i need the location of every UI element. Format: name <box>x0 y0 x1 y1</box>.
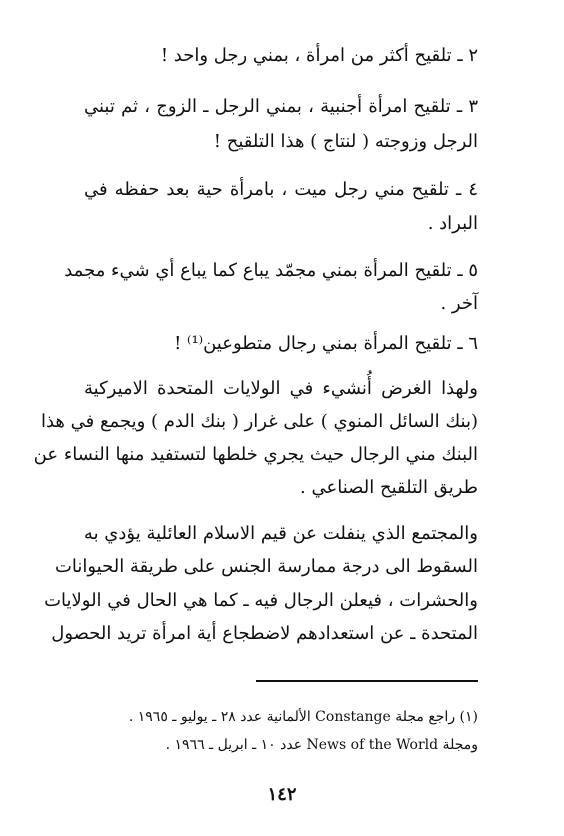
list-item-4-line-1: ٤ ـ تلقيح مني رجل ميت ، بامرأة حية بعد حفظه في <box>84 179 478 200</box>
list-item-3-line-2: الرجل وزوجته ( لنتاج ) هذا التلقيح ! <box>213 131 478 152</box>
paragraph-1-line-3: البنك مني الرجال حيث يجري خلطها لتستفيد منها النساء عن <box>33 444 478 465</box>
paragraph-1-line-4: طريق التلقيح الصناعي . <box>300 477 478 498</box>
paragraph-2-line-1: والمجتمع الذي ينفلت عن قيم الاسلام العائلية يؤدي به <box>83 523 478 544</box>
paragraph-2-line-2: السقوط الى درجة ممارسة الجنس على طريقة الحيوانات <box>54 556 478 577</box>
list-item-5-line-2: آخر . <box>440 293 478 314</box>
list-item-6: ٦ ـ تلقيح المرأة بمني رجال متطوعين⁽¹⁾ ! <box>174 333 478 354</box>
list-item-5-line-1: ٥ ـ تلقيح المرأة بمني مجمّد يباع كما يباع أي شيء مجمد <box>64 260 478 281</box>
list-item-4-line-2: البراد . <box>427 213 478 234</box>
footnote-1: (١) راجع مجلة Constange الألمانية عدد ٢٨ ـ يوليو ـ ١٩٦٥ . <box>128 709 478 725</box>
paragraph-1-line-1: ولهذا الغرض أُنشيء في الولايات المتحدة الاميركية <box>84 378 478 399</box>
paragraph-2-line-3: والحشرات ، فيعلن الرجال فيه ـ كما هي الحال في الولايات <box>44 590 478 611</box>
page-number: ١٤٢ <box>267 784 297 805</box>
footnote-2: ومجلة News of the World عدد ١٠ ـ ابريل ـ ١٩٦٦ . <box>165 737 478 753</box>
list-item-3-line-1: ٣ ـ تلقيح امرأة أجنبية ، بمني الرجل ـ الزوج ، ثم تبني <box>84 96 478 117</box>
footnote-divider <box>256 680 478 682</box>
paragraph-2-line-4: المتحدة ـ عن استعدادهم لاضطجاع أية امرأة تريد الحصول <box>51 623 478 644</box>
list-item-2: ٢ ـ تلقيح أكثر من امرأة ، بمني رجل واحد ! <box>160 45 478 66</box>
paragraph-1-line-2: (بنك السائل المنوي ) على غرار ( بنك الدم ) ويجمع في هذا <box>40 411 478 432</box>
